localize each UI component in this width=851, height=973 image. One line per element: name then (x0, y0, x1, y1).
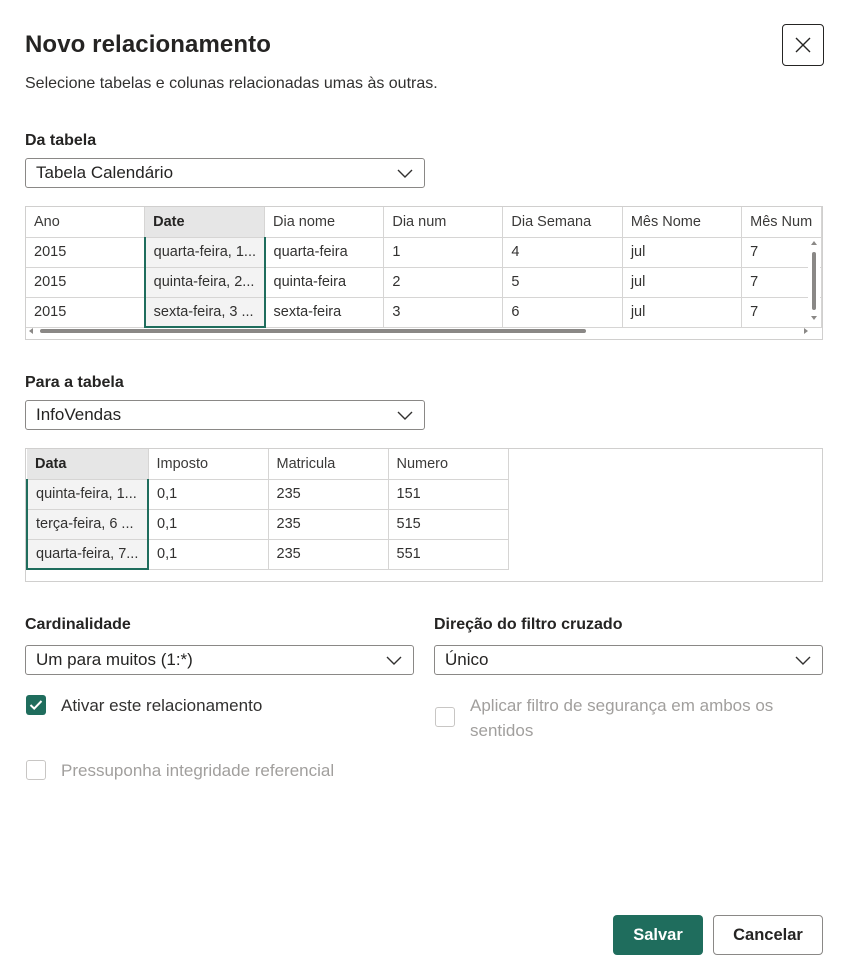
table-cell[interactable]: quinta-feira, 2... (145, 267, 265, 297)
chevron-down-icon (396, 167, 414, 179)
table-cell: 151 (388, 479, 508, 509)
column-header-imposto[interactable]: Imposto (148, 449, 268, 479)
cardinality-label: Cardinalidade (25, 616, 131, 633)
security-filter-label-line2: sentidos (470, 721, 534, 740)
dialog-title: Novo relacionamento (25, 31, 271, 58)
to-table-label: Para a tabela (25, 374, 124, 391)
checkmark-icon (29, 699, 43, 711)
table-cell: 0,1 (148, 509, 268, 539)
table-cell: 235 (268, 539, 388, 569)
column-header-dia-num[interactable]: Dia num (384, 207, 503, 237)
from-table-preview[interactable] (25, 206, 823, 340)
to-table-dropdown[interactable] (25, 400, 425, 430)
column-header-dia-semana[interactable]: Dia Semana (503, 207, 622, 237)
chevron-down-icon (794, 654, 812, 666)
chevron-down-icon (385, 654, 403, 666)
close-icon (794, 36, 812, 54)
column-header-mes-num[interactable]: Mês Num (742, 207, 822, 237)
table-cell[interactable]: quarta-feira, 1... (145, 237, 265, 267)
cross-filter-selected: Único (445, 650, 489, 669)
chevron-down-icon (396, 409, 414, 421)
table-cell: jul (622, 237, 741, 267)
security-filter-label-line1: Aplicar filtro de segurança em ambos os (470, 696, 774, 715)
column-header-mes-nome[interactable]: Mês Nome (622, 207, 741, 237)
to-table-grid (26, 449, 509, 570)
dialog-subtitle: Selecione tabelas e colunas relacionadas umas às outras. (25, 75, 438, 92)
table-cell: 7 (742, 237, 822, 267)
column-header-numero[interactable]: Numero (388, 449, 508, 479)
table-cell: 2015 (26, 237, 145, 267)
table-cell: 0,1 (148, 539, 268, 569)
column-header-matricula[interactable]: Matricula (268, 449, 388, 479)
referential-integrity-label: Pressuponha integridade referencial (61, 761, 335, 780)
table-cell: jul (622, 297, 741, 327)
table-row (26, 267, 822, 297)
column-header-ano[interactable]: Ano (26, 207, 145, 237)
table-cell: 7 (742, 297, 822, 327)
referential-integrity-checkbox[interactable] (26, 760, 46, 780)
table-cell: 235 (268, 509, 388, 539)
table-cell: 551 (388, 539, 508, 569)
cross-filter-dropdown[interactable] (434, 645, 823, 675)
table-cell: jul (622, 267, 741, 297)
from-table-grid (26, 207, 822, 328)
from-table-dropdown[interactable] (25, 158, 425, 188)
table-row (27, 479, 508, 509)
table-cell[interactable]: sexta-feira, 3 ... (145, 297, 265, 327)
table-cell: 2015 (26, 297, 145, 327)
table-cell: 5 (503, 267, 622, 297)
table-cell: 6 (503, 297, 622, 327)
table-cell: 0,1 (148, 479, 268, 509)
table-row (27, 539, 508, 569)
column-header-dia-nome[interactable]: Dia nome (265, 207, 384, 237)
column-header-date[interactable]: Date (145, 207, 265, 237)
security-filter-label (470, 693, 773, 743)
activate-relationship-checkbox[interactable] (26, 695, 46, 715)
horizontal-scrollbar[interactable] (26, 325, 812, 337)
table-cell: 7 (742, 267, 822, 297)
activate-relationship-label: Ativar este relacionamento (61, 696, 263, 715)
from-table-selected: Tabela Calendário (36, 163, 174, 182)
save-button[interactable]: Salvar (613, 915, 703, 955)
table-cell: sexta-feira (265, 297, 384, 327)
table-cell[interactable]: quinta-feira, 1... (27, 479, 148, 509)
cancel-button[interactable]: Cancelar (713, 915, 823, 955)
table-cell: quarta-feira (265, 237, 384, 267)
table-cell: 515 (388, 509, 508, 539)
table-cell: 2015 (26, 267, 145, 297)
to-table-preview[interactable] (25, 448, 823, 582)
table-cell[interactable]: terça-feira, 6 ... (27, 509, 148, 539)
cross-filter-label: Direção do filtro cruzado (434, 616, 623, 633)
table-row (26, 297, 822, 327)
table-cell: 2 (384, 267, 503, 297)
table-cell[interactable]: quarta-feira, 7... (27, 539, 148, 569)
cardinality-dropdown[interactable] (25, 645, 414, 675)
table-row (26, 237, 822, 267)
column-header-data[interactable]: Data (27, 449, 148, 479)
to-table-selected: InfoVendas (36, 405, 122, 424)
table-cell: 4 (503, 237, 622, 267)
table-cell: quinta-feira (265, 267, 384, 297)
table-cell: 235 (268, 479, 388, 509)
security-filter-checkbox[interactable] (435, 707, 455, 727)
table-row (27, 509, 508, 539)
cardinality-selected: Um para muitos (1:*) (36, 650, 193, 669)
table-cell: 1 (384, 237, 503, 267)
table-cell: 3 (384, 297, 503, 327)
close-button[interactable] (782, 24, 824, 66)
vertical-scrollbar[interactable] (808, 238, 820, 326)
from-table-label: Da tabela (25, 132, 97, 149)
